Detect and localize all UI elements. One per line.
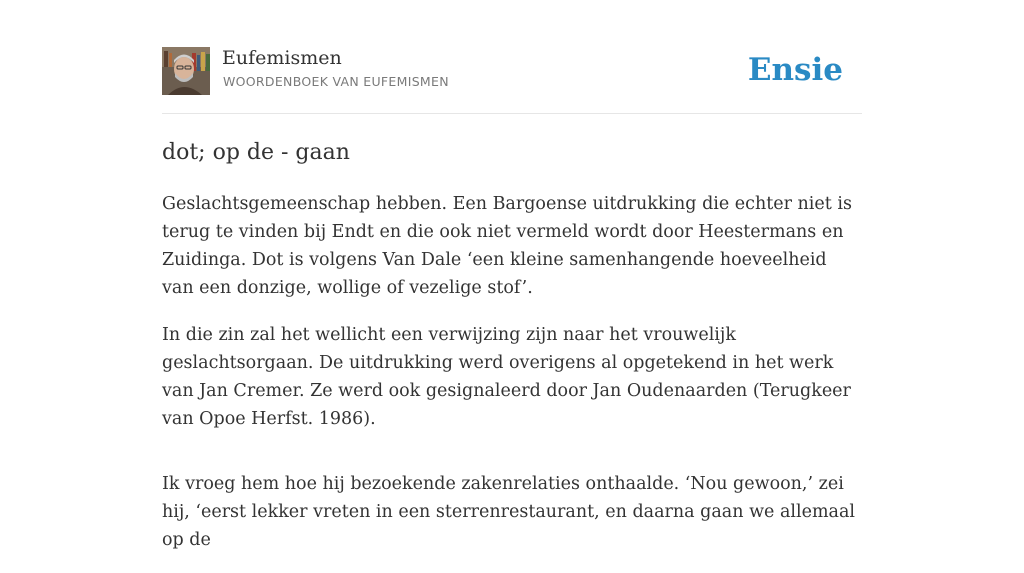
header [162,0,862,114]
content-column [162,0,862,550]
entry-paragraph: In die zin zal het wellicht een verwijzing zijn naar het vrouwelijk geslachtsorgaan. De uitdrukking werd overigens al opgetekend in het werk van Jan Cremer. Ze werd ook gesignaleerd door Jan Oudenaarden (Terugkeer van Opoe Herfst. 1986). [162,325,851,429]
ensie-logo-link[interactable]: Ensie [747,52,843,88]
author-subtitle: WOORDENBOEK VAN EUFEMISMEN [223,74,449,89]
entry-quote-paragraph: Ik vroeg hem hoe hij bezoekende zakenrelaties onthaalde. ‘Nou gewoon,’ zei hij, ‘eerst lekker vreten in een sterrenrestaurant, en daarna gaan we allemaal op de [162,474,856,550]
entry-paragraph: Geslachtsgemeenschap hebben. Een Bargoense uitdrukking die echter niet is terug te vinden bij Endt en die ook niet vermeld wordt door Heestermans en Zuidinga. Dot is volgens Van Dale ‘een kleine samenhangende hoeveelheid van een donzige, wollige of vezelige stof’. [162,194,852,298]
author-portrait-image [162,47,210,95]
author-avatar[interactable] [162,47,210,95]
entry-title: dot; op de - gaan [162,140,350,165]
entry-body [162,190,862,573]
author-name[interactable]: Eufemismen [222,47,342,69]
